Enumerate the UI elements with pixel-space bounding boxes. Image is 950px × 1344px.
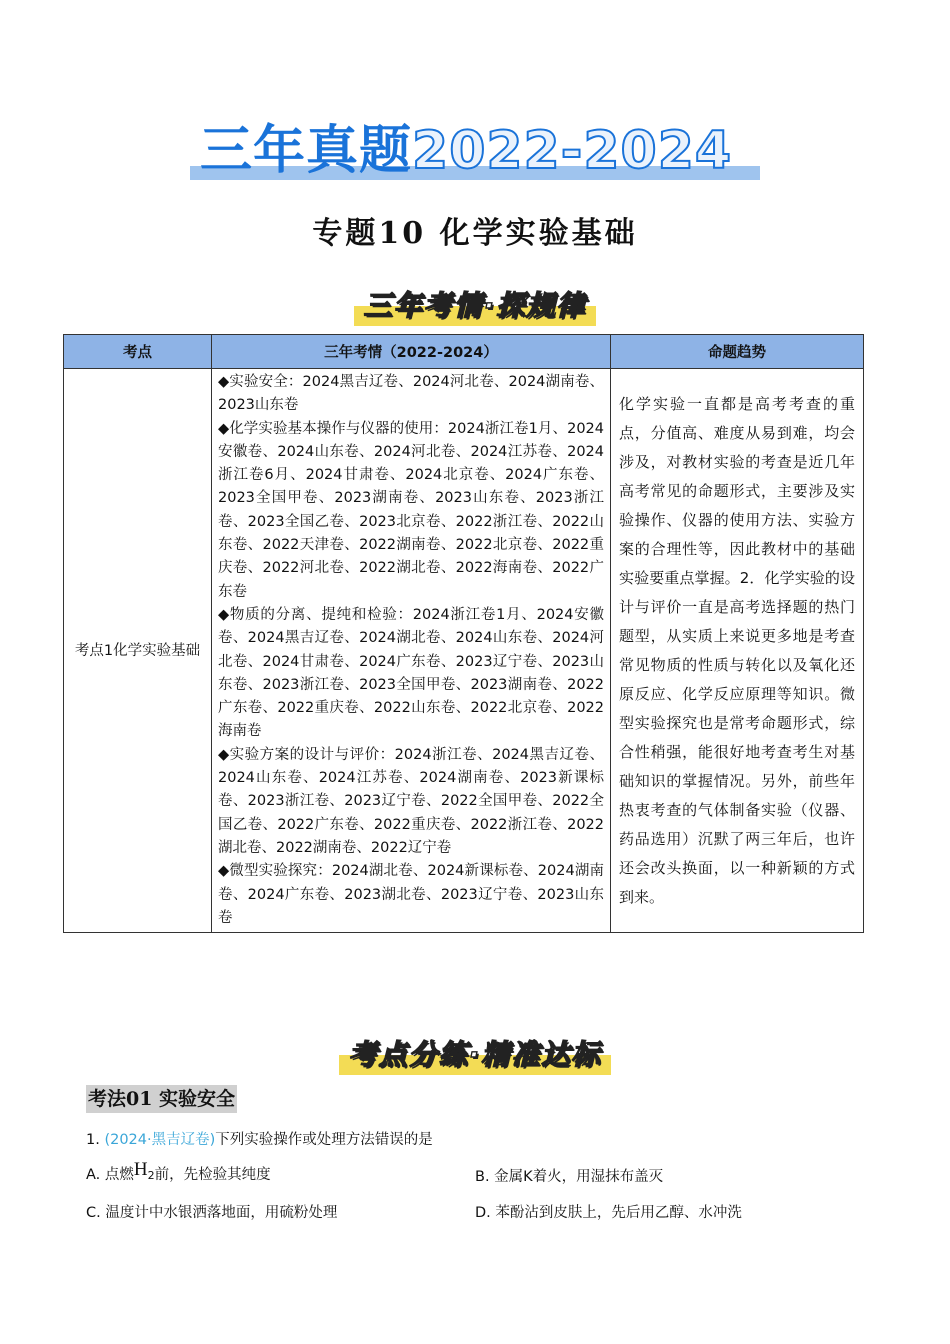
- option-b[interactable]: B. 金属K着火，用湿抹布盖灭: [475, 1169, 664, 1185]
- trend-cell: 化学实验一直都是高考考查的重点，分值高、难度从易到难，均会涉及，对教材实验的考查是近几年高考常见的命题形式，主要涉及实验操作、仪器的使用方法、实验方案的合理性等，因此教材中的基础实验要重点掌握。2．化学实验的设计与评价一直是高考选择题的热门题型，从实质上来说更多地是考查常见物质的性质与转化以及氧化还原反应、化学反应原理等知识。微型实验探究也是常考命题形式，综合性稍强，能很好地考查考生对基础知识的掌握情况。另外，前些年热衷考查的气体制备实验（仪器、药品选用）沉默了两三年后，也许还会改头换面，以一种新颖的方式到来。: [611, 369, 864, 933]
- years-item: ◆实验安全：2024黑吉辽卷、2024河北卷、2024湖南卷、2023山东卷: [218, 374, 604, 414]
- years-item: ◆物质的分离、提纯和检验：2024浙江卷1月、2024安徽卷、2024黑吉辽卷、2024湖北卷、2024山东卷、2024河北卷、2024甘肃卷、2024广东卷、2023辽宁卷、2023山东卷、2023浙江卷、2023全国甲卷、2023湖南卷、2022广东卷、2022重庆卷、2022山东卷、2022北京卷、2022海南卷: [218, 606, 604, 740]
- question-stem: [86, 1128, 433, 1149]
- years-item: ◆实验方案的设计与评价：2024浙江卷、2024黑吉辽卷、2024山东卷、2024江苏卷、2024湖南卷、2023新课标卷、2023浙江卷、2023辽宁卷、2022全国甲卷、2022全国乙卷、2022广东卷、2022重庆卷、2022浙江卷、2022湖北卷、2022湖南卷、2022辽宁卷: [218, 746, 604, 856]
- option-a-prefix: A. 点燃: [86, 1167, 134, 1183]
- banner-text: [200, 120, 732, 182]
- option-d[interactable]: D. 苯酚沾到皮肤上，先后用乙醇、水冲洗: [475, 1205, 742, 1221]
- option-c[interactable]: C. 温度计中水银洒落地面，用硫粉处理: [86, 1205, 338, 1221]
- years-item: ◆微型实验探究：2024湖北卷、2024新课标卷、2024湖南卷、2024广东卷、2023湖北卷、2023辽宁卷、2023山东卷: [218, 863, 604, 926]
- question-source: (2024·黑吉辽卷): [104, 1132, 216, 1148]
- option-a[interactable]: [86, 1159, 271, 1185]
- table-header-row: [64, 335, 864, 369]
- h2-subscript: 2: [147, 1169, 155, 1182]
- section-heading-1: [0, 282, 950, 326]
- method-heading: 考法01 实验安全: [86, 1085, 237, 1113]
- table-row: [64, 369, 864, 933]
- header-trend: 命题趋势: [611, 335, 864, 369]
- header-years: 三年考情（2022-2024）: [212, 335, 611, 369]
- option-a-suffix: 前，先检验其纯度: [154, 1167, 271, 1183]
- header-banner: [190, 120, 760, 182]
- banner-part1: 三年真题: [200, 121, 413, 181]
- page-title: 专题10 化学实验基础: [312, 216, 638, 251]
- section-heading-2: [0, 1031, 950, 1075]
- header-kaodian: 考点: [64, 335, 212, 369]
- question-text: 下列实验操作或处理方法错误的是: [215, 1132, 433, 1148]
- question-number: 1.: [86, 1132, 100, 1148]
- years-item: ◆化学实验基本操作与仪器的使用：2024浙江卷1月、2024安徽卷、2024山东卷、2024河北卷、2024江苏卷、2024浙江卷6月、2024甘肃卷、2024北京卷、2024广东卷、2023全国甲卷、2023湖南卷、2023山东卷、2023浙江卷、2023全国乙卷、2023北京卷、2022浙江卷、2022山东卷、2022天津卷、2022湖南卷、2022北京卷、2022重庆卷、2022河北卷、2022湖北卷、2022海南卷、2022广东卷: [218, 420, 604, 600]
- banner-part2: 2022-2024: [412, 121, 733, 181]
- section-heading-2-text: 考点分练·精准达标: [339, 1031, 612, 1075]
- h2-formula: H: [133, 1159, 148, 1180]
- years-cell: [212, 369, 611, 933]
- section-heading-1-text: 三年考情·探规律: [354, 282, 597, 326]
- kaodian-cell: 考点1化学实验基础: [64, 369, 212, 933]
- exam-table: [63, 334, 864, 933]
